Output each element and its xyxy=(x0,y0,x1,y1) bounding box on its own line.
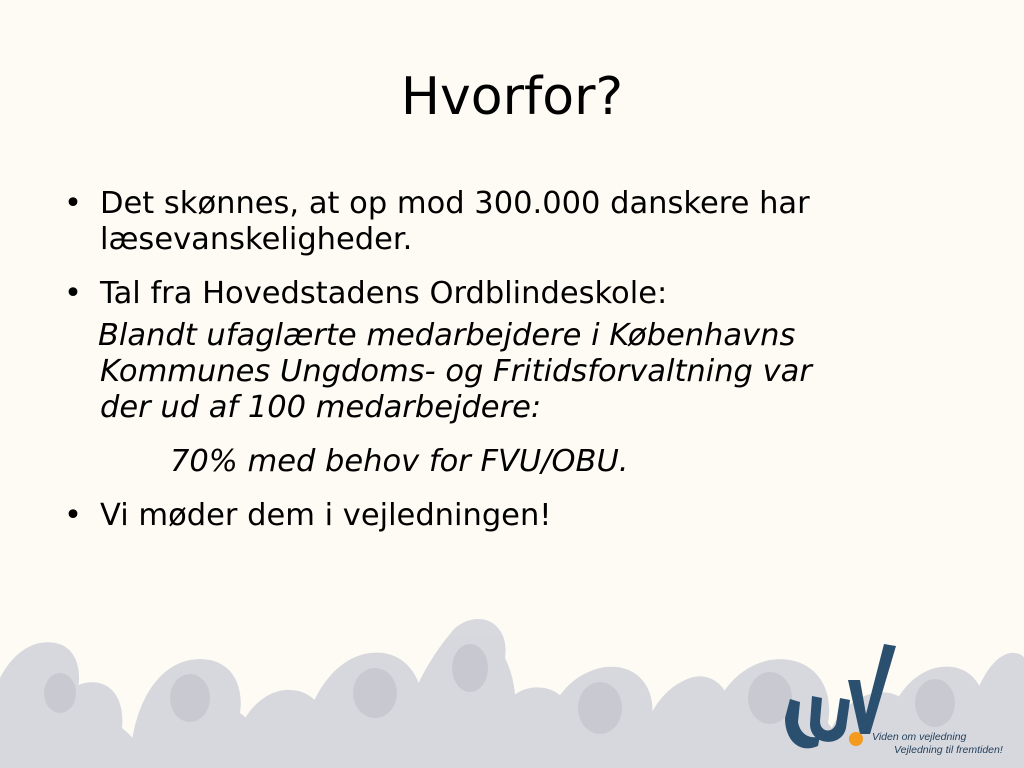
slide-title: Hvorfor? xyxy=(400,67,624,127)
tagline-line2: Vejledning til fremtiden! xyxy=(894,744,1003,756)
bullet-dot: • xyxy=(64,498,82,533)
quote-line: Blandt ufaglærte medarbejdere i Københavns xyxy=(98,318,796,353)
quote-line: Kommunes Ungdoms- og Fritidsforvaltning var xyxy=(100,354,812,389)
quote-block xyxy=(60,318,960,426)
highlight-statistic: 70% med behov for FVU/OBU. xyxy=(170,444,629,479)
bullet-text: Vi møder dem i vejledningen! xyxy=(100,498,552,533)
tagline-line1: Viden om vejledning xyxy=(872,731,967,743)
logo-accent-dot xyxy=(849,732,863,746)
slide-body xyxy=(60,186,960,552)
bullet-dot: • xyxy=(64,186,82,221)
bullet-text-line2: læsevanskeligheder. xyxy=(100,222,413,257)
bullet-dot: • xyxy=(64,276,82,311)
quote-line: der ud af 100 medarbejdere: xyxy=(100,390,542,425)
bullet-item xyxy=(60,276,960,312)
bullet-item xyxy=(60,186,960,258)
bullet-text-line1: Det skønnes, at op mod 300.000 danskere har xyxy=(100,186,810,221)
tagline xyxy=(872,731,1003,757)
bullet-item xyxy=(60,498,960,534)
bullet-text: Tal fra Hovedstadens Ordblindeskole: xyxy=(100,276,668,311)
